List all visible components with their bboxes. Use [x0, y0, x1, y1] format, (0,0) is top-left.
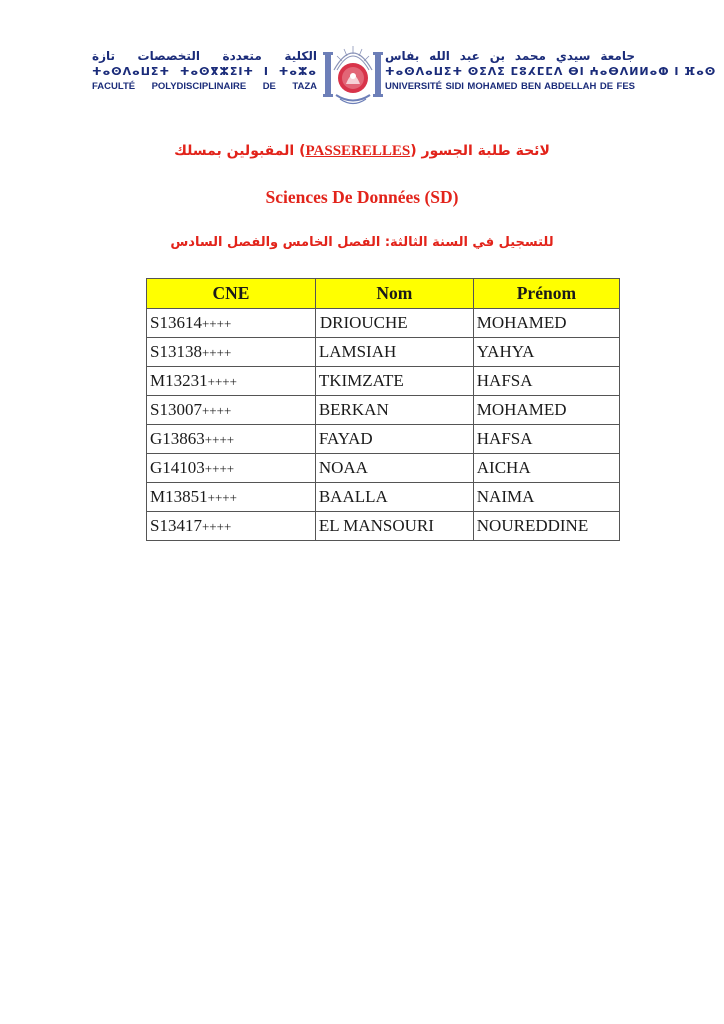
faculty-name-arabic: الكلية متعددة التخصصات تازة: [92, 49, 317, 63]
program-title: Sciences De Données (SD): [265, 187, 459, 207]
university-name-arabic: جامعة سيدي محمد بن عبد الله بفاس: [385, 49, 635, 63]
cell-nom: EL MANSOURI: [315, 512, 473, 541]
cell-nom: FAYAD: [315, 425, 473, 454]
university-logo: [322, 40, 384, 110]
table-row: [147, 396, 620, 425]
cell-cne: S13138++++: [147, 338, 316, 367]
cell-cne: G14103++++: [147, 454, 316, 483]
cell-nom: LAMSIAH: [315, 338, 473, 367]
cell-nom: BAALLA: [315, 483, 473, 512]
cell-prenom: YAHYA: [473, 338, 619, 367]
faculty-block: [92, 48, 317, 94]
list-title-suffix: ) المقبولين بمسلك: [174, 143, 306, 159]
passerelles-label: PASSERELLES: [305, 143, 411, 159]
faculty-name-french: FACULTÉ POLYDISCIPLINAIRE DE TAZA: [92, 81, 317, 92]
cell-cne: G13863++++: [147, 425, 316, 454]
table-row: [147, 425, 620, 454]
cell-cne: S13007++++: [147, 396, 316, 425]
cell-prenom: AICHA: [473, 454, 619, 483]
table-row: [147, 309, 620, 338]
cell-nom: BERKAN: [315, 396, 473, 425]
cell-nom: NOAA: [315, 454, 473, 483]
faculty-name-tifinagh: ⵜⴰⵙⴷⴰⵡⵉⵜ ⵜⴰⵙⴳⵣⵉⵏⵜ ⵏ ⵜⴰⵣⴰ: [92, 65, 317, 78]
cell-cne: S13614++++: [147, 309, 316, 338]
letterhead: [0, 40, 724, 110]
table-row: [147, 338, 620, 367]
cell-prenom: MOHAMED: [473, 396, 619, 425]
column-header-cne: CNE: [147, 279, 316, 309]
university-seal-icon: [322, 40, 384, 110]
cell-nom: DRIOUCHE: [315, 309, 473, 338]
cell-nom: TKIMZATE: [315, 367, 473, 396]
list-title-prefix: لائحة طلبة الجسور (: [410, 143, 550, 159]
table-row: [147, 367, 620, 396]
column-header-nom: Nom: [315, 279, 473, 309]
cell-cne: M13851++++: [147, 483, 316, 512]
table-row: [147, 512, 620, 541]
list-title-arabic: [0, 143, 724, 160]
cell-prenom: NOUREDDINE: [473, 512, 619, 541]
university-name-french: UNIVERSITÉ SIDI MOHAMED BEN ABDELLAH DE FES: [385, 81, 635, 92]
table-row: [147, 454, 620, 483]
cell-prenom: HAFSA: [473, 367, 619, 396]
university-block: [385, 48, 717, 94]
cell-prenom: NAIMA: [473, 483, 619, 512]
table-header-row: [147, 279, 620, 309]
students-table: [146, 278, 620, 541]
cell-cne: M13231++++: [147, 367, 316, 396]
university-name-tifinagh: ⵜⴰⵙⴷⴰⵡⵉⵜ ⵙⵉⴷⵉ ⵎⵓⵃⵎⵎⴷ ⴱⵏ ⵄⴰⴱⴷⵍⵍⴰⵀ ⵏ ⴼⴰⵙ: [385, 65, 717, 78]
column-header-prenom: Prénom: [473, 279, 619, 309]
cell-prenom: HAFSA: [473, 425, 619, 454]
cell-cne: S13417++++: [147, 512, 316, 541]
cell-prenom: MOHAMED: [473, 309, 619, 338]
table-row: [147, 483, 620, 512]
registration-subtitle: للتسجيل في السنة الثالثة: الفصل الخامس والفصل السادس: [170, 235, 554, 250]
